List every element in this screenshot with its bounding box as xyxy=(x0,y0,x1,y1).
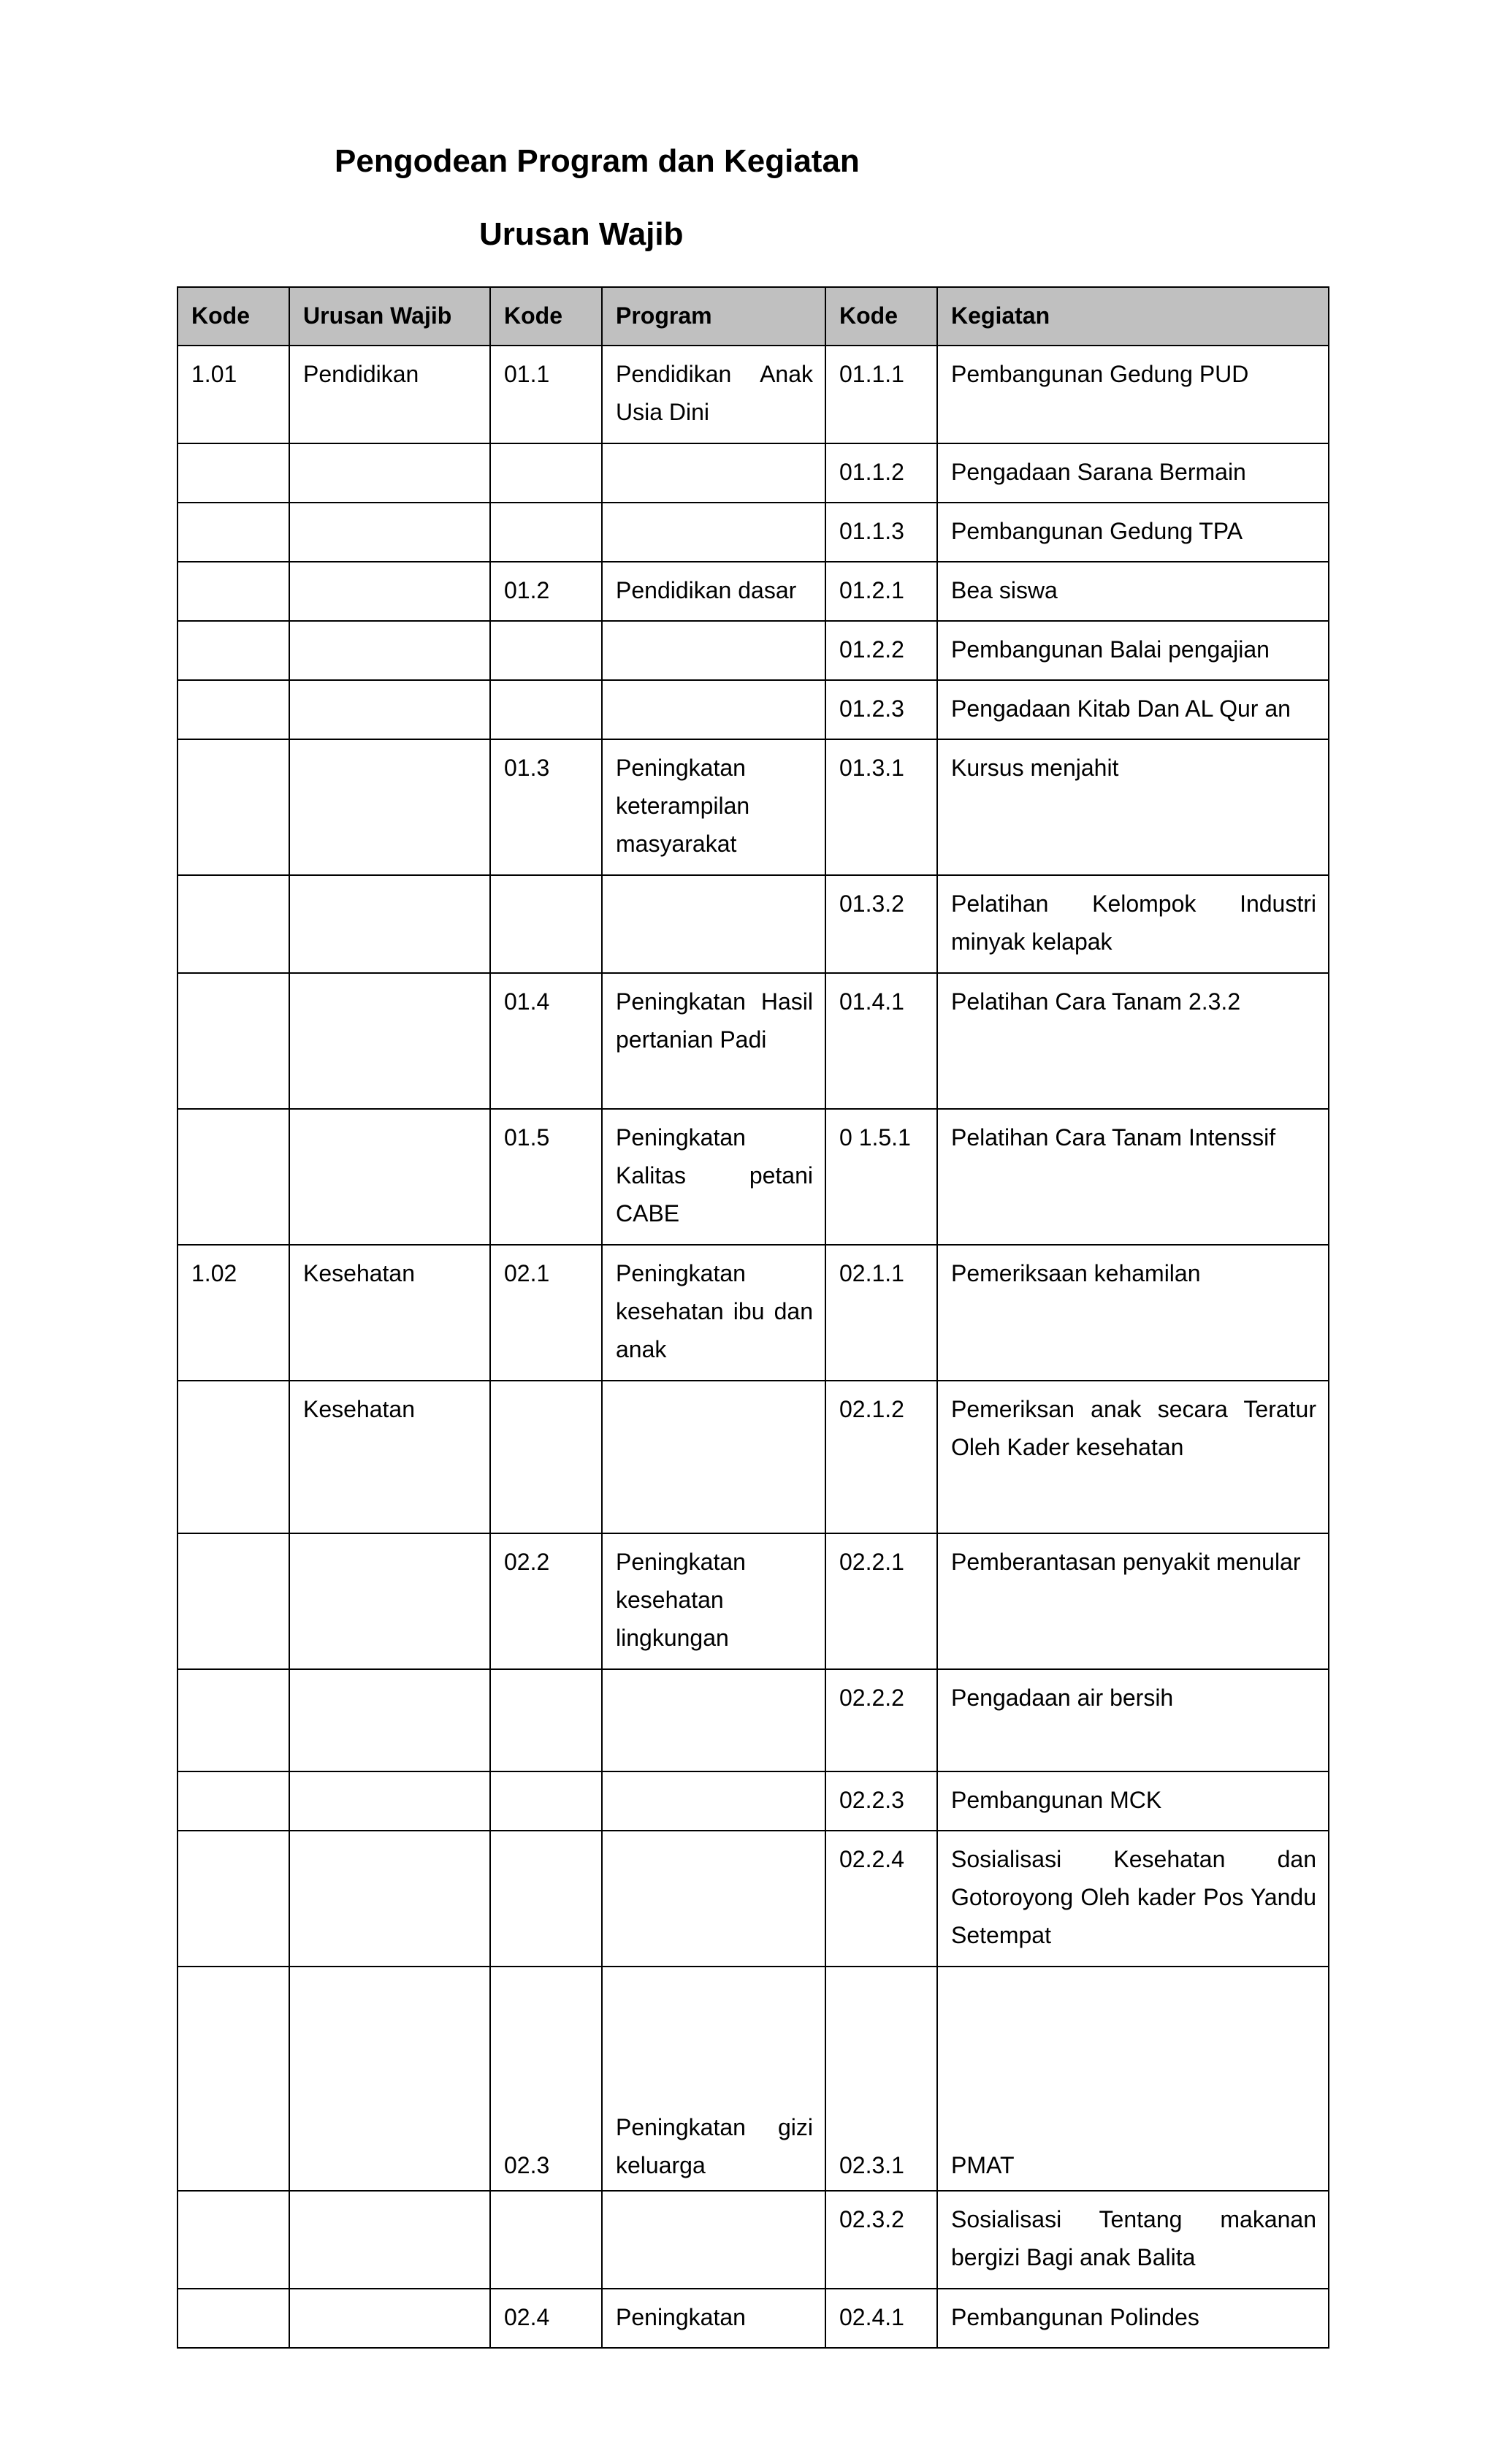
cell-urusan-wajib xyxy=(289,1669,490,1771)
cell-urusan-wajib xyxy=(289,1967,490,2191)
header-kode-urusan: Kode xyxy=(178,287,289,346)
cell-urusan-wajib: Kesehatan xyxy=(289,1381,490,1533)
cell-urusan-wajib xyxy=(289,2289,490,2348)
cell-kegiatan: Pemeriksan anak secara Teratur Oleh Kader kesehatan xyxy=(937,1381,1329,1533)
cell-urusan-wajib xyxy=(289,2191,490,2289)
cell-kegiatan: Pengadaan Sarana Bermain xyxy=(937,443,1329,503)
cell-kode-program: 01.2 xyxy=(490,562,602,621)
cell-kode-urusan xyxy=(178,1533,289,1669)
cell-program xyxy=(602,1381,825,1533)
cell-kode-kegiatan: 02.1.2 xyxy=(825,1381,937,1533)
cell-kegiatan: Kursus menjahit xyxy=(937,739,1329,875)
cell-program xyxy=(602,443,825,503)
cell-program: Peningkatan xyxy=(602,2289,825,2348)
cell-kode-kegiatan: 02.3.1 xyxy=(825,1967,937,2191)
cell-kegiatan: PMAT xyxy=(937,1967,1329,2191)
cell-kode-program xyxy=(490,875,602,973)
cell-kode-program: 01.3 xyxy=(490,739,602,875)
table-row xyxy=(178,1967,1329,2191)
cell-program xyxy=(602,1669,825,1771)
table-row xyxy=(178,1109,1329,1245)
cell-kode-kegiatan: 01.1.1 xyxy=(825,346,937,443)
cell-urusan-wajib xyxy=(289,1831,490,1967)
table-row xyxy=(178,346,1329,443)
cell-kode-urusan xyxy=(178,1831,289,1967)
cell-kode-kegiatan: 01.4.1 xyxy=(825,973,937,1109)
cell-urusan-wajib xyxy=(289,1109,490,1245)
table-row xyxy=(178,1533,1329,1669)
header-kode-kegiatan: Kode xyxy=(825,287,937,346)
cell-kode-program: 01.4 xyxy=(490,973,602,1109)
cell-urusan-wajib xyxy=(289,875,490,973)
cell-kode-urusan xyxy=(178,503,289,562)
cell-kegiatan: Pelatihan Kelompok Industri minyak kelapak xyxy=(937,875,1329,973)
cell-kode-program xyxy=(490,1381,602,1533)
cell-kode-kegiatan: 01.2.2 xyxy=(825,621,937,680)
table-row xyxy=(178,621,1329,680)
table-row xyxy=(178,2191,1329,2289)
cell-kegiatan: Bea siswa xyxy=(937,562,1329,621)
cell-kode-kegiatan: 01.1.2 xyxy=(825,443,937,503)
cell-kode-program: 02.2 xyxy=(490,1533,602,1669)
table-row xyxy=(178,1669,1329,1771)
cell-kode-kegiatan: 02.2.4 xyxy=(825,1831,937,1967)
cell-kode-urusan xyxy=(178,621,289,680)
cell-kode-program: 02.3 xyxy=(490,1967,602,2191)
cell-kode-urusan xyxy=(178,1967,289,2191)
cell-kode-kegiatan: 02.2.1 xyxy=(825,1533,937,1669)
table-row xyxy=(178,1771,1329,1831)
cell-kode-kegiatan: 0 1.5.1 xyxy=(825,1109,937,1245)
cell-kode-urusan xyxy=(178,973,289,1109)
cell-urusan-wajib xyxy=(289,443,490,503)
cell-kegiatan: Sosialisasi Kesehatan dan Gotoroyong Oleh kader Pos Yandu Setempat xyxy=(937,1831,1329,1967)
document-title: Pengodean Program dan Kegiatan xyxy=(335,143,860,179)
cell-kode-urusan xyxy=(178,1669,289,1771)
header-urusan-wajib: Urusan Wajib xyxy=(289,287,490,346)
cell-program xyxy=(602,2191,825,2289)
cell-kegiatan: Pelatihan Cara Tanam Intenssif xyxy=(937,1109,1329,1245)
cell-kode-kegiatan: 02.2.3 xyxy=(825,1771,937,1831)
header-kegiatan: Kegiatan xyxy=(937,287,1329,346)
cell-kode-program xyxy=(490,503,602,562)
cell-kegiatan: Pemberantasan penyakit menular xyxy=(937,1533,1329,1669)
cell-urusan-wajib xyxy=(289,1533,490,1669)
cell-kegiatan: Sosialisasi Tentang makanan bergizi Bagi anak Balita xyxy=(937,2191,1329,2289)
cell-kode-urusan xyxy=(178,739,289,875)
cell-program xyxy=(602,1831,825,1967)
cell-kode-urusan xyxy=(178,443,289,503)
table-row xyxy=(178,875,1329,973)
cell-kegiatan: Pemeriksaan kehamilan xyxy=(937,1245,1329,1381)
cell-program: Peningkatan Hasil pertanian Padi xyxy=(602,973,825,1109)
cell-program xyxy=(602,875,825,973)
cell-kegiatan: Pelatihan Cara Tanam 2.3.2 xyxy=(937,973,1329,1109)
table-row xyxy=(178,2289,1329,2348)
cell-kode-urusan xyxy=(178,1109,289,1245)
cell-kode-kegiatan: 01.2.3 xyxy=(825,680,937,739)
table-row xyxy=(178,562,1329,621)
cell-kode-kegiatan: 01.3.2 xyxy=(825,875,937,973)
cell-kegiatan: Pembangunan Polindes xyxy=(937,2289,1329,2348)
cell-kegiatan: Pembangunan Gedung PUD xyxy=(937,346,1329,443)
cell-kode-urusan: 1.02 xyxy=(178,1245,289,1381)
cell-program: Peningkatan Kalitas petani CABE xyxy=(602,1109,825,1245)
cell-kegiatan: Pembangunan Balai pengajian xyxy=(937,621,1329,680)
cell-kode-program xyxy=(490,1831,602,1967)
table-row xyxy=(178,1831,1329,1967)
header-program: Program xyxy=(602,287,825,346)
table-row xyxy=(178,1381,1329,1533)
cell-kegiatan: Pengadaan air bersih xyxy=(937,1669,1329,1771)
cell-kode-urusan xyxy=(178,875,289,973)
cell-kode-program xyxy=(490,1771,602,1831)
cell-kode-kegiatan: 01.1.3 xyxy=(825,503,937,562)
header-kode-program: Kode xyxy=(490,287,602,346)
cell-program: Peningkatan kesehatan lingkungan xyxy=(602,1533,825,1669)
table-row xyxy=(178,973,1329,1109)
cell-kode-program xyxy=(490,2191,602,2289)
cell-kode-program: 02.1 xyxy=(490,1245,602,1381)
cell-program xyxy=(602,621,825,680)
table-row xyxy=(178,739,1329,875)
cell-program: Pendidikan Anak Usia Dini xyxy=(602,346,825,443)
cell-kode-kegiatan: 02.1.1 xyxy=(825,1245,937,1381)
cell-urusan-wajib xyxy=(289,1771,490,1831)
document-subtitle: Urusan Wajib xyxy=(479,216,684,252)
cell-kode-kegiatan: 02.2.2 xyxy=(825,1669,937,1771)
cell-program: Peningkatan kesehatan ibu dan anak xyxy=(602,1245,825,1381)
cell-urusan-wajib xyxy=(289,562,490,621)
table-row xyxy=(178,680,1329,739)
cell-kegiatan: Pembangunan MCK xyxy=(937,1771,1329,1831)
cell-kode-kegiatan: 01.2.1 xyxy=(825,562,937,621)
table-header-row xyxy=(178,287,1329,346)
cell-urusan-wajib xyxy=(289,621,490,680)
cell-kode-program: 01.5 xyxy=(490,1109,602,1245)
cell-urusan-wajib xyxy=(289,739,490,875)
cell-urusan-wajib xyxy=(289,973,490,1109)
cell-kode-urusan xyxy=(178,680,289,739)
cell-kode-urusan xyxy=(178,562,289,621)
cell-kode-kegiatan: 02.4.1 xyxy=(825,2289,937,2348)
cell-kode-urusan xyxy=(178,1771,289,1831)
cell-urusan-wajib xyxy=(289,503,490,562)
cell-kode-program xyxy=(490,1669,602,1771)
cell-kode-program xyxy=(490,621,602,680)
cell-kode-program xyxy=(490,680,602,739)
cell-kode-urusan xyxy=(178,2289,289,2348)
cell-kode-program xyxy=(490,443,602,503)
cell-urusan-wajib: Kesehatan xyxy=(289,1245,490,1381)
cell-kode-urusan xyxy=(178,1381,289,1533)
table-row xyxy=(178,443,1329,503)
cell-kode-program: 01.1 xyxy=(490,346,602,443)
cell-program: Peningkatan gizi keluarga xyxy=(602,1967,825,2191)
cell-kode-program: 02.4 xyxy=(490,2289,602,2348)
cell-kegiatan: Pengadaan Kitab Dan AL Qur an xyxy=(937,680,1329,739)
table-row xyxy=(178,1245,1329,1381)
cell-kode-kegiatan: 02.3.2 xyxy=(825,2191,937,2289)
cell-program xyxy=(602,503,825,562)
cell-kode-urusan: 1.01 xyxy=(178,346,289,443)
cell-program xyxy=(602,1771,825,1831)
cell-kegiatan: Pembangunan Gedung TPA xyxy=(937,503,1329,562)
cell-program: Pendidikan dasar xyxy=(602,562,825,621)
cell-urusan-wajib: Pendidikan xyxy=(289,346,490,443)
cell-kode-urusan xyxy=(178,2191,289,2289)
cell-urusan-wajib xyxy=(289,680,490,739)
cell-program: Peningkatan keterampilan masyarakat xyxy=(602,739,825,875)
program-coding-table xyxy=(177,286,1329,2349)
table-row xyxy=(178,503,1329,562)
cell-program xyxy=(602,680,825,739)
cell-kode-kegiatan: 01.3.1 xyxy=(825,739,937,875)
